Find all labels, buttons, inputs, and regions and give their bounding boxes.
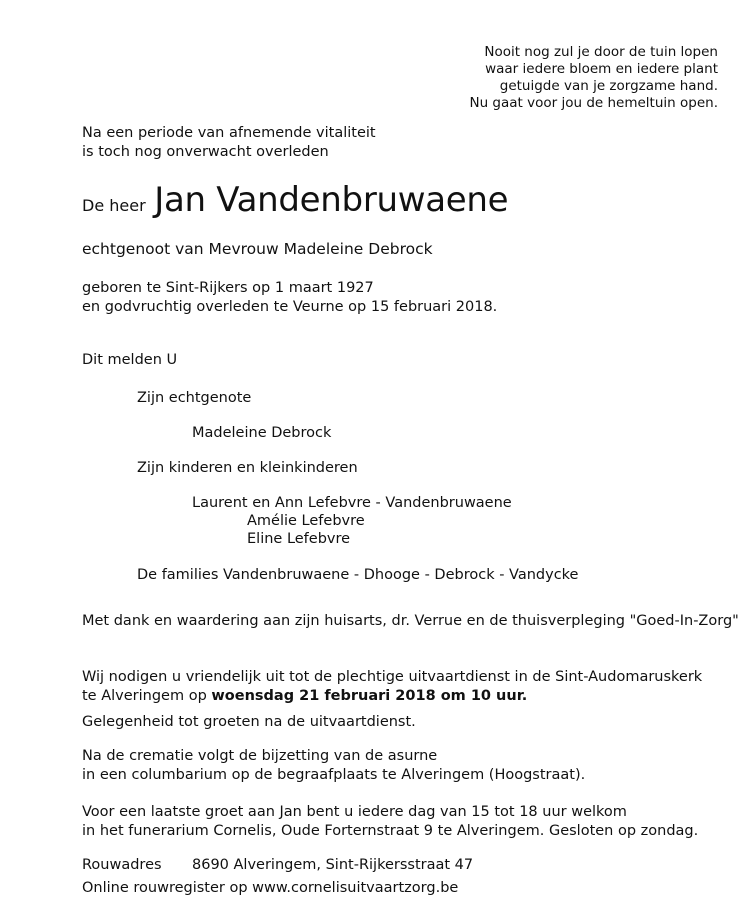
grandchild-line: Amélie Lefebvre [247,513,365,529]
poem-line: waar iedere bloem en iedere plant [485,61,718,77]
intro-line: Na een periode van afnemende vitaliteit [82,125,376,141]
wife-heading: Zijn echtgenote [137,390,252,406]
children-heading: Zijn kinderen en kleinkinderen [137,460,358,476]
spouse-line: echtgenoot van Mevrouw Madeleine Debrock [82,240,433,258]
deceased-name: Jan Vandenbruwaene [154,180,509,220]
service-place: te Alveringem op [82,687,212,704]
visit-line: in het funerarium Cornelis, Oude Forternstraat 9 te Alveringem. Gesloten op zondag. [82,822,699,839]
greeting-line: Gelegenheid tot groeten na de uitvaartdienst. [82,714,416,730]
grandchild-line: Eline Lefebvre [247,531,351,547]
service-info [82,668,702,705]
poem-line: getuigde van je zorgzame hand. [499,78,718,94]
title-prefix: De heer [82,196,146,215]
visit-line: Voor een laatste groet aan Jan bent u iedere dag van 15 tot 18 uur welkom [82,804,627,820]
families-line: De families Vandenbruwaene - Dhooge - Debrock - Vandycke [137,567,579,583]
birth-line: geboren te Sint-Rijkers op 1 maart 1927 [82,280,374,296]
cremation-line: in een columbarium op de begraafplaats te Alveringem (Hoogstraat). [82,766,586,783]
deceased-title [82,180,508,220]
thanks-line: Met dank en waardering aan zijn huisarts, dr. Verrue en de thuisverpleging "Goed-In-Zorg" [82,613,739,629]
service-date: woensdag 21 februari 2018 om 10 uur. [211,687,528,704]
wife-name: Madeleine Debrock [192,425,332,441]
intro [82,124,376,161]
address-label: Rouwadres [82,857,162,873]
poem-line: Nooit nog zul je door de tuin lopen [484,44,718,60]
cremation-line: Na de crematie volgt de bijzetting van de asurne [82,748,438,764]
poem-line: Nu gaat voor jou de hemeltuin open. [469,95,718,111]
online-register: Online rouwregister op www.cornelisuitvaartzorg.be [82,880,459,896]
cremation-info [82,747,585,784]
poem [469,44,718,112]
address-value: 8690 Alveringem, Sint-Rijkersstraat 47 [192,857,474,873]
service-line: Wij nodigen u vriendelijk uit tot de plechtige uitvaartdienst in de Sint-Audomaruskerk [82,669,703,685]
death-line: en godvruchtig overleden te Veurne op 15 februari 2018. [82,298,498,315]
announce-line: Dit melden U [82,352,178,368]
intro-line: is toch nog onverwacht overleden [82,143,329,160]
children-line: Laurent en Ann Lefebvre - Vandenbruwaene [192,495,512,511]
visit-info [82,803,698,840]
address-line [82,857,473,873]
service-line [82,687,702,706]
birth-death [82,279,497,316]
